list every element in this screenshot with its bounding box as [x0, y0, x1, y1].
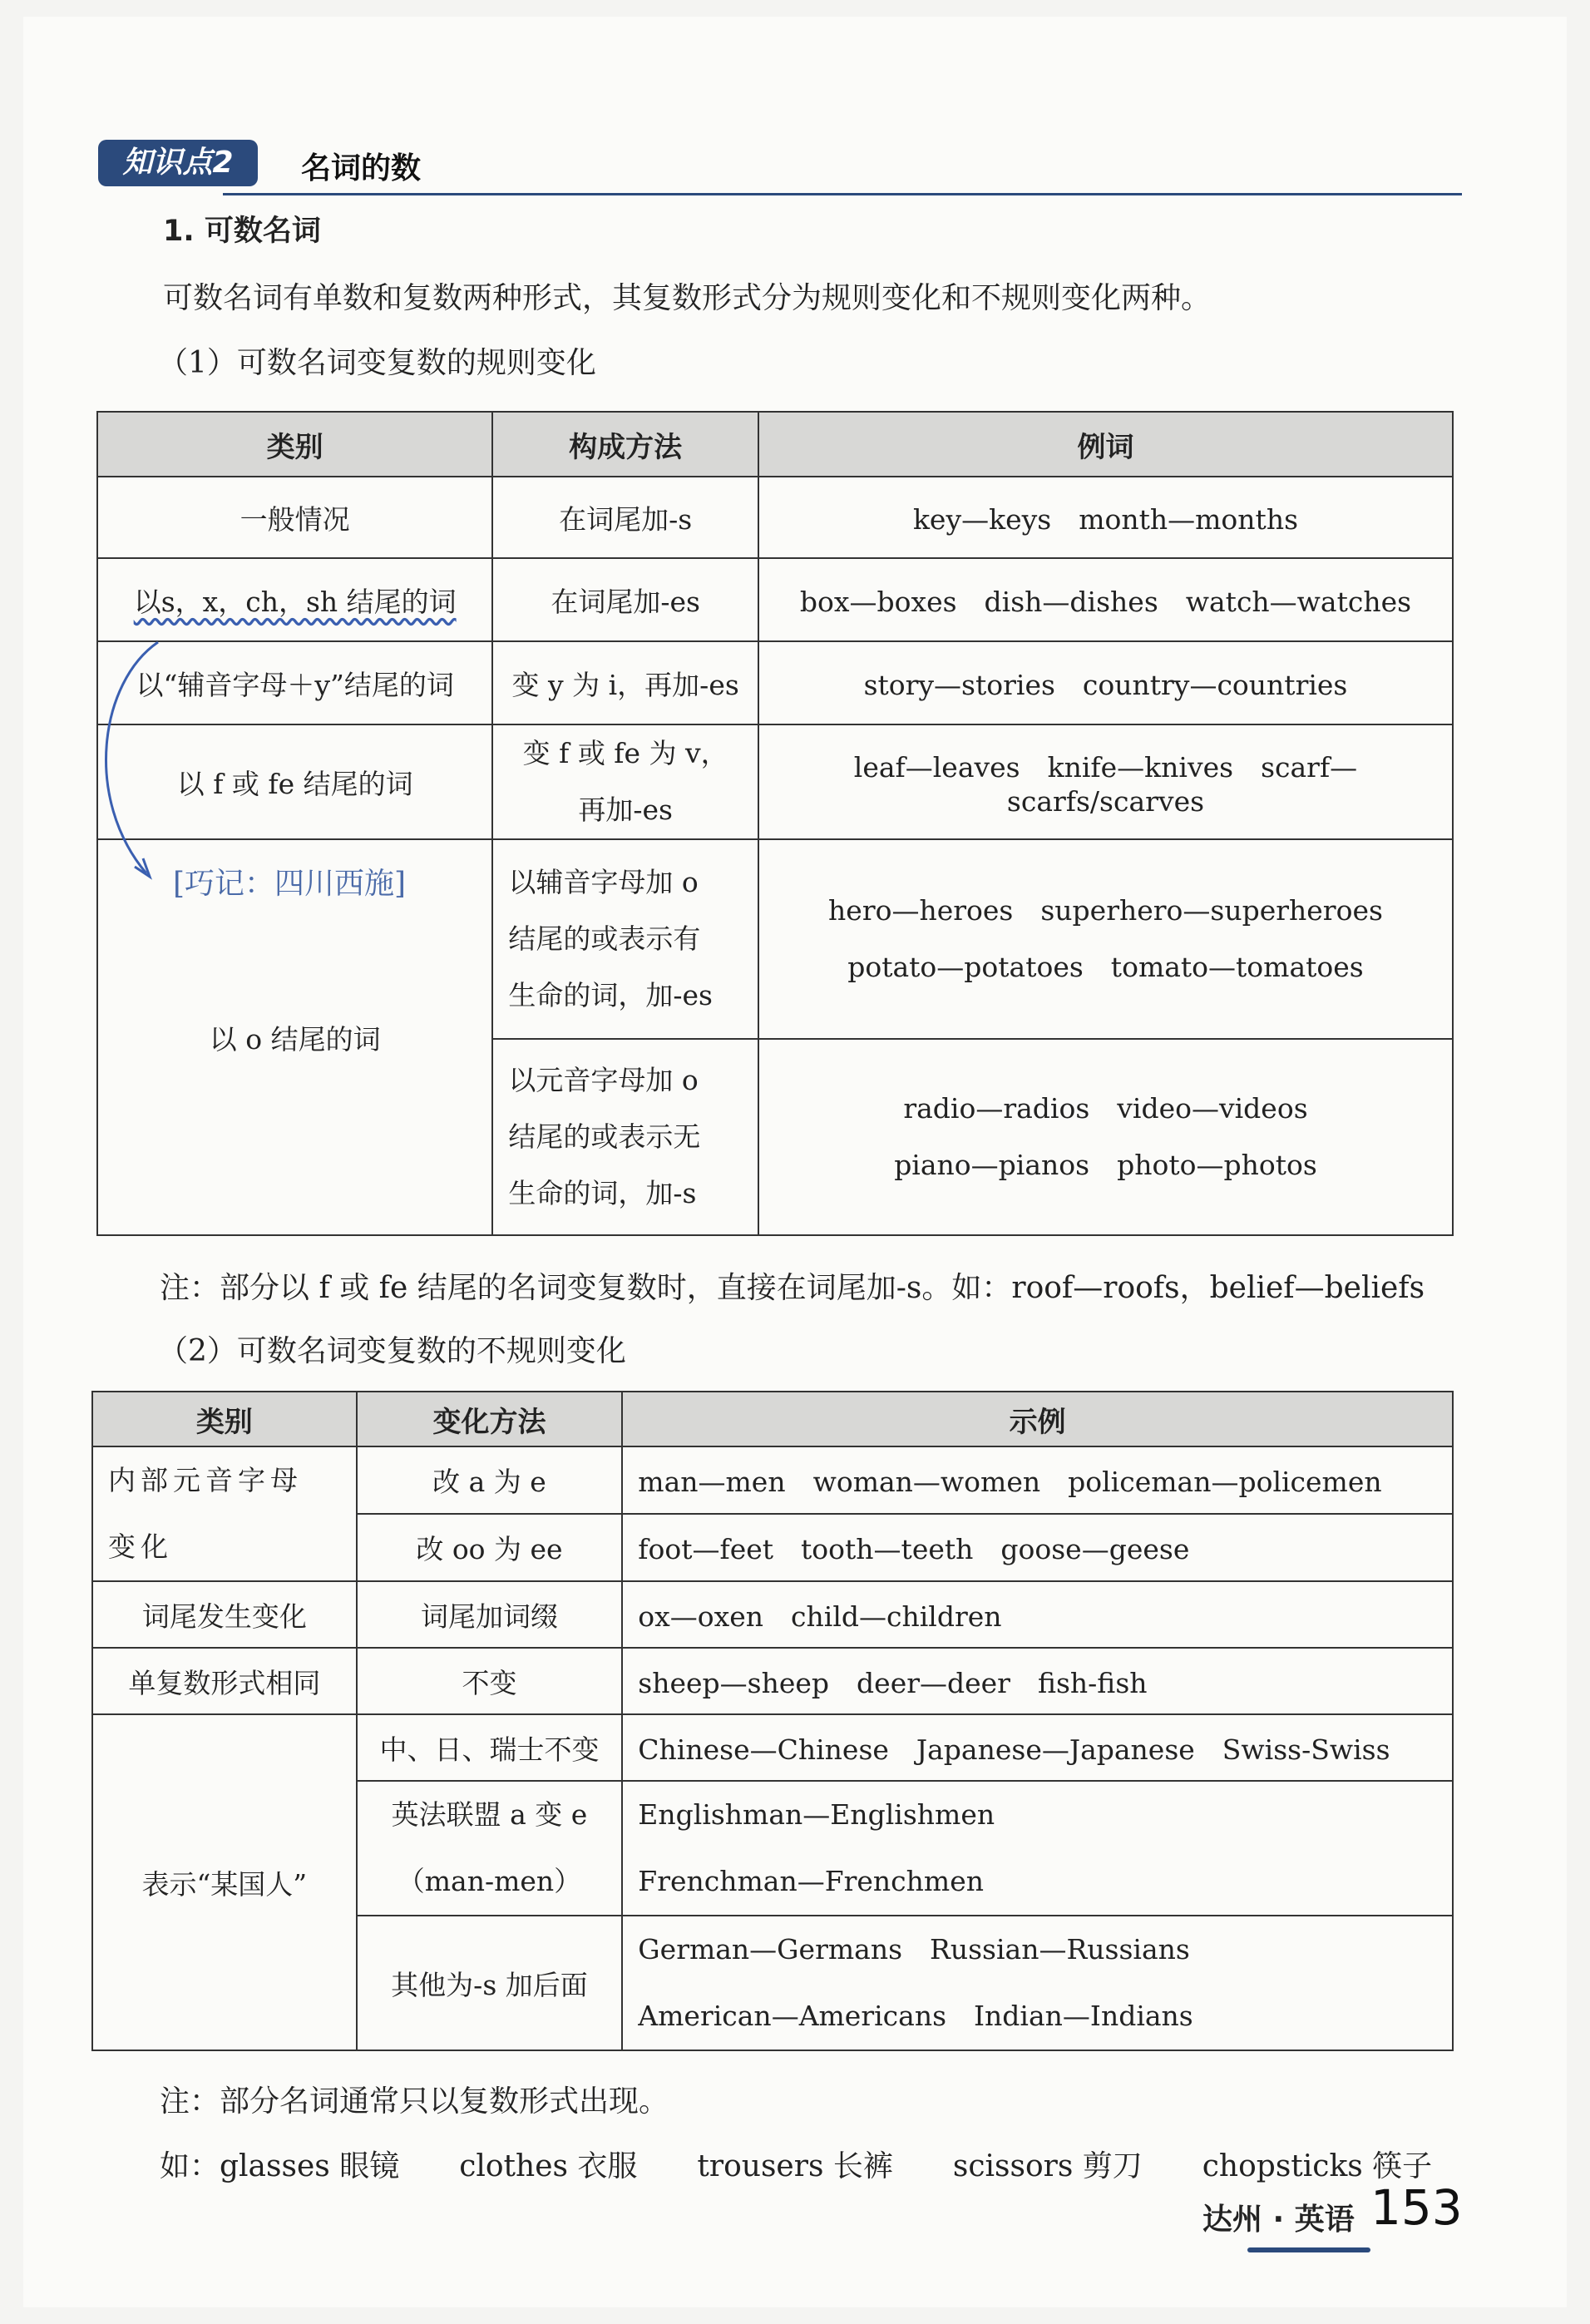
row-examples: box—boxes dish—dishes watch—watches — [758, 558, 1453, 641]
example-line: Frenchman—Frenchmen — [638, 1865, 984, 1897]
header-method: 变化方法 — [357, 1392, 623, 1446]
example-line: potato—potatoes tomato—tomatoes — [847, 951, 1364, 983]
table-row — [97, 477, 1453, 558]
irregular-plural-table — [91, 1391, 1454, 2051]
row-examples: sheep—sheep deer—deer fish-fish — [622, 1648, 1453, 1714]
table-row — [92, 1446, 1453, 1514]
table-header-row — [92, 1392, 1453, 1446]
row-method-line: 再加-es — [578, 794, 673, 826]
row-method: 在词尾加-es — [492, 558, 758, 641]
row-method — [492, 839, 758, 1039]
row-category-line: 内部元音字母 — [108, 1464, 303, 1496]
table-row — [97, 641, 1453, 724]
row-method — [357, 1781, 623, 1916]
row-method-line: 生命的词，加-s — [508, 1177, 697, 1209]
row-method-line: 结尾的或表示有 — [508, 922, 701, 955]
row-method: 在词尾加-s — [492, 477, 758, 558]
table-row — [97, 558, 1453, 641]
header-method: 构成方法 — [492, 412, 758, 477]
example-line: American—Americans Indian—Indians — [638, 2000, 1193, 2032]
header-category: 类别 — [92, 1392, 357, 1446]
row-method-line: 以辅音字母加 o — [508, 866, 699, 898]
row-method-line: 英法联盟 a 变 e — [391, 1798, 588, 1831]
example-line: piano—pianos photo—photos — [894, 1149, 1317, 1181]
header-underline — [223, 193, 1462, 195]
row-method-line: 变 f 或 fe 为 v， — [522, 737, 728, 769]
row-examples — [622, 1916, 1453, 2050]
examples-line: 如：glasses 眼镜 clothes 衣服 trousers 长裤 scissors 剪刀 chopsticks 筷子 — [160, 2149, 1433, 2183]
row-method — [492, 1039, 758, 1235]
row-category: 以“辅音字母＋y”结尾的词 — [97, 641, 492, 724]
footer-region-subject: 达州 · 英语 — [1202, 2203, 1355, 2237]
row-category-line: 变化 — [108, 1530, 173, 1563]
table-row — [92, 1648, 1453, 1714]
knowledge-point-badge: 知识点2 — [98, 140, 258, 186]
page-number: 153 — [1370, 2179, 1463, 2236]
mnemonic-tip: [巧记：四川西施] — [173, 867, 407, 901]
knowledge-point-header — [98, 140, 1462, 195]
row-method: 其他为-s 加后面 — [357, 1916, 623, 2050]
header-examples: 例词 — [758, 412, 1453, 477]
row-category: 一般情况 — [97, 477, 492, 558]
row-method-line: 以元音字母加 o — [508, 1064, 699, 1096]
knowledge-point-title: 名词的数 — [301, 151, 422, 185]
section-intro: 可数名词有单数和复数两种形式，其复数形式分为规则变化和不规则变化两种。 — [163, 281, 1212, 315]
o-ending-category — [97, 839, 492, 1235]
regular-plural-table — [96, 411, 1454, 1236]
table-row — [97, 724, 1453, 839]
row-examples — [758, 839, 1453, 1039]
row-examples — [622, 1781, 1453, 1916]
header-category: 类别 — [97, 412, 492, 477]
row-category: 单复数形式相同 — [92, 1648, 357, 1714]
table-row — [92, 1714, 1453, 1781]
row-method: 改 a 为 e — [357, 1446, 623, 1514]
example-line: hero—heroes superhero—superheroes — [828, 894, 1383, 927]
note-2: 注：部分名词通常只以复数形式出现。 — [160, 2084, 669, 2119]
subsection-2-title: （2）可数名词变复数的不规则变化 — [158, 1334, 626, 1368]
row-method: 词尾加词缀 — [357, 1581, 623, 1648]
header-examples: 示例 — [622, 1392, 1453, 1446]
row-examples: foot—feet tooth—teeth goose—geese — [622, 1514, 1453, 1581]
row-method: 不变 — [357, 1648, 623, 1714]
subsection-1-title: （1）可数名词变复数的规则变化 — [158, 346, 596, 380]
row-examples — [758, 1039, 1453, 1235]
row-method — [492, 724, 758, 839]
row-category — [97, 558, 492, 641]
row-method-line: 结尾的或表示无 — [508, 1120, 701, 1153]
example-line: German—Germans Russian—Russians — [638, 1933, 1190, 1966]
row-method: 中、日、瑞士不变 — [357, 1714, 623, 1781]
o-ending-category-text: 以 o 结尾的词 — [209, 1022, 381, 1056]
row-category — [92, 1446, 357, 1581]
row-method: 变 y 为 i，再加-es — [492, 641, 758, 724]
table-row — [97, 839, 1453, 1039]
note-1: 注：部分以 f 或 fe 结尾的名词变复数时，直接在词尾加-s。如：roof—roofs，belief—beliefs — [160, 1271, 1425, 1305]
handwritten-arrow-icon — [67, 632, 200, 890]
table-header-row — [97, 412, 1453, 477]
example-line: Englishman—Englishmen — [638, 1798, 995, 1831]
table-row — [92, 1581, 1453, 1648]
row-method-line: （man-men） — [397, 1865, 582, 1897]
row-method: 改 oo 为 ee — [357, 1514, 623, 1581]
section-heading: 1. 可数名词 — [163, 215, 321, 248]
row-category-text: 以s，x，ch，sh 结尾的词 — [133, 585, 457, 618]
footer-underline — [1247, 2247, 1370, 2252]
row-category: 以 f 或 fe 结尾的词 — [97, 724, 492, 839]
row-method-line: 生命的词，加-es — [508, 979, 713, 1011]
row-category: 词尾发生变化 — [92, 1581, 357, 1648]
nationality-category: 表示“某国人” — [92, 1714, 357, 2050]
row-examples: story—stories country—countries — [758, 641, 1453, 724]
row-examples: key—keys month—months — [758, 477, 1453, 558]
row-examples: leaf—leaves knife—knives scarf—scarfs/scarves — [758, 724, 1453, 839]
row-examples: Chinese—Chinese Japanese—Japanese Swiss-Swiss — [622, 1714, 1453, 1781]
example-line: radio—radios video—videos — [903, 1092, 1308, 1125]
row-examples: ox—oxen child—children — [622, 1581, 1453, 1648]
row-examples: man—men woman—women policeman—policemen — [622, 1446, 1453, 1514]
